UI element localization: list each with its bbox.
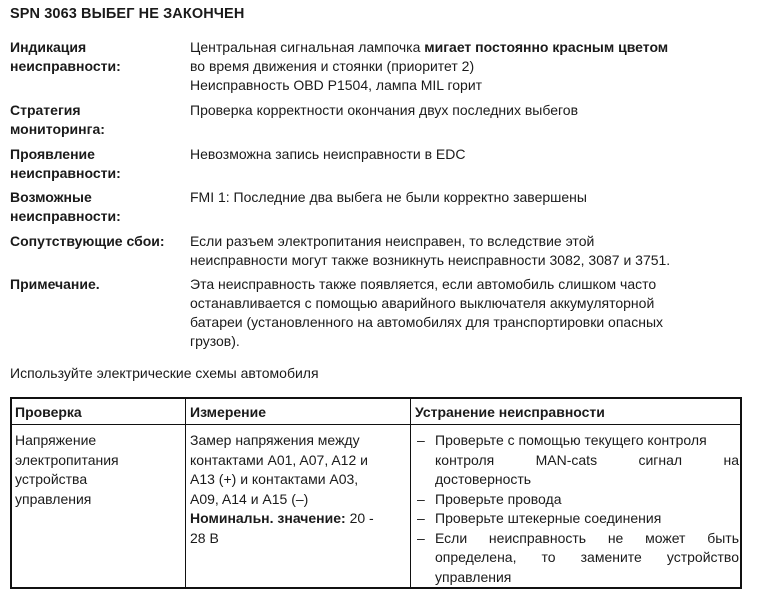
cell-measurement [190,431,408,548]
cell-line: управления [435,568,512,585]
cell-line: Напряжение [15,432,97,448]
info-label: Сопутствующие сбои: [10,233,165,249]
info-label [10,145,188,183]
remedy-item [415,529,739,588]
info-value-line: во время движения и стоянки (приоритет 2) [190,58,475,74]
info-label-line: мониторинга: [10,121,105,137]
remedy-item [415,509,739,529]
cell-line: электропитания [15,451,119,468]
cell-line: устройства [15,471,88,487]
info-value-line: FMI 1: Последние два выбега не были корректно завершены [190,189,587,205]
info-value-line: неисправности могут также возникнуть неисправности 3082, 3087 и 3751. [190,252,671,268]
cell-check [15,431,183,509]
info-value-line: батареи (установленного на автомобилях для транспортировки опасных [190,314,664,330]
cell-line: Проверьте с помощью текущего контроля [435,432,707,448]
cell-line: Если неисправность не может быть [435,529,739,546]
info-label-line: неисправности: [10,208,121,224]
cell-line: контактами A01, A07, A12 и [190,451,368,468]
remedy-item [415,490,739,510]
dash-bullet: – [417,432,425,448]
info-value-line: грузов). [190,333,240,349]
cell-line: 28 В [190,529,219,546]
info-label-line: Проявление [10,146,95,162]
cell-line: управления [15,490,92,507]
nominal-label: Номинальн. значение: [190,510,346,526]
dash-bullet: – [417,529,425,546]
info-label [10,38,188,76]
info-value-text: Центральная сигнальная лампочка [190,39,425,55]
diagnostic-table [10,397,742,589]
info-value-line: Если разъем электропитания неисправен, то вследствие этой [190,233,595,249]
cell-remedy [415,431,739,587]
cell-line: Проверьте штекерные соединения [435,510,662,526]
dash-bullet: – [417,490,425,507]
cell-line [190,509,408,529]
table-divider [410,399,411,587]
info-value [190,232,750,270]
info-value [190,38,750,95]
info-label-line: неисправности: [10,165,121,181]
cell-line: Замер напряжения между [190,432,360,448]
info-value [190,188,750,207]
table-header-row [12,399,740,425]
info-value-line: Проверка корректности окончания двух последних выбегов [190,102,579,118]
info-value-line: Неисправность OBD P1504, лампа MIL горит [190,77,483,93]
cell-line: A13 (+) и контактами A03, [190,471,359,487]
info-value-line: Эта неисправность также появляется, если автомобиль слишком часто [190,276,657,292]
cell-line: контроля MAN-cats сигнал на [435,451,739,468]
cell-line: Проверьте провода [435,490,562,507]
header-measurement: Измерение [190,404,267,420]
info-label [10,188,188,226]
table-divider [185,399,186,587]
info-value-line [190,38,750,57]
info-label [10,101,188,139]
info-label: Примечание. [10,276,100,292]
info-label-line: Возможные [10,189,92,205]
info-value [190,275,750,351]
info-value [190,101,750,120]
dash-bullet: – [417,510,425,526]
instruction-sentence: Используйте электрические схемы автомобиля [10,365,319,381]
header-remedy: Устранение неисправности [415,404,605,420]
info-label-line: неисправности: [10,58,121,74]
cell-line: A09, A14 и A15 (–) [190,490,309,507]
info-label-line: Индикация [10,39,87,55]
info-value-line: останавливается с помощью аварийного выключателя аккумуляторной [190,295,655,311]
nominal-value: 20 - [349,510,374,526]
header-check: Проверка [15,404,82,420]
cell-line: определена, то замените устройство [435,549,739,565]
remedy-item [415,431,739,490]
info-label-line: Стратегия [10,102,81,118]
info-value-line: Невозможна запись неисправности в EDC [190,146,466,162]
info-value-emphasis: мигает постоянно красным цветом [424,39,669,55]
page-title: SPN 3063 ВЫБЕГ НЕ ЗАКОНЧЕН [10,6,245,22]
info-value [190,145,750,164]
cell-line: достоверность [435,471,532,487]
